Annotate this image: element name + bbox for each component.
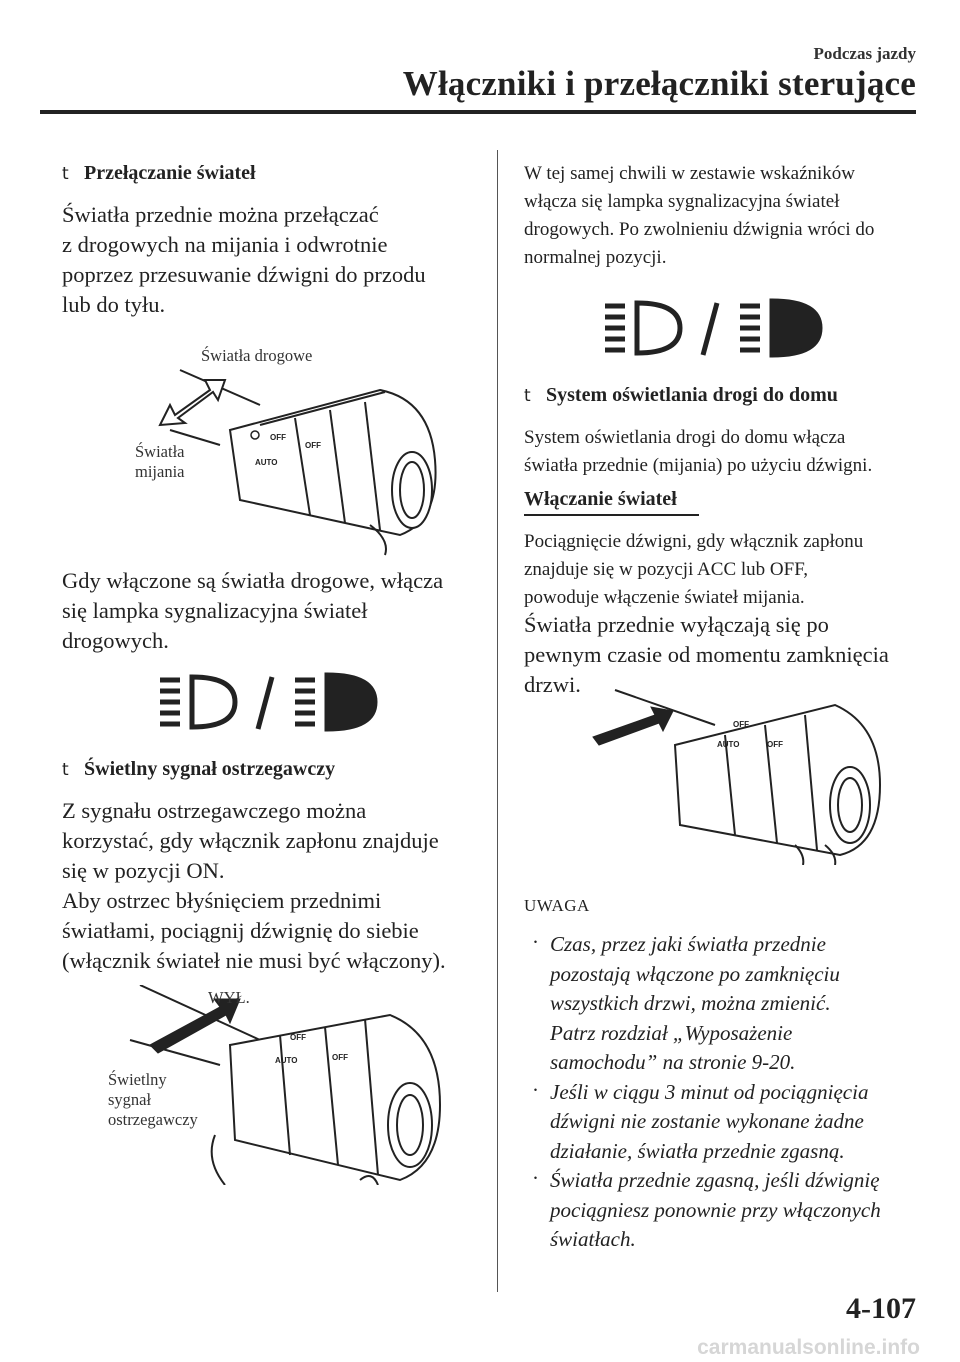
label-flash-to-pass: Świetlny sygnał ostrzegawczy (108, 1070, 198, 1129)
page-number: 4-107 (846, 1292, 916, 1325)
section-heading-text: System oświetlania drogi do domu (546, 384, 838, 406)
slash-icon (703, 303, 717, 355)
lever-switch-illustration (585, 685, 885, 865)
bullet: · (532, 930, 539, 954)
section-heading-text: Świetlny sygnał ostrzegawczy (84, 758, 336, 780)
section-label: Podczas jazdy (813, 44, 916, 63)
section-heading-flash (62, 758, 335, 781)
bullet: · (532, 1077, 539, 1102)
paragraph-turn-on: Pociągnięcie dźwigni, gdy włącznik zapłonu znajduje się w pozycji ACC lub OFF, powoduje włączenie świateł mijania. (524, 531, 864, 608)
high-beam-icons (160, 672, 390, 732)
section-marker: t (62, 164, 69, 184)
switch-label-off-2: OFF (305, 441, 321, 450)
paragraph-turn-off: Światła przednie wyłączają się po pewnym czasie od momentu zamknięcia drzwi. (524, 612, 889, 697)
switch-label-auto: AUTO (255, 458, 278, 467)
subheading-turn-on: Włączanie świateł (524, 488, 677, 510)
page-title: Włączniki i przełączniki sterujące (402, 64, 916, 103)
high-beam-outline-icon (605, 303, 680, 353)
paragraph-coming-home: System oświetlania drogi do domu włącza światła przednie (mijania) po użyciu dźwigni. (524, 427, 873, 476)
note-item (530, 1078, 930, 1167)
switch-label-auto: AUTO (275, 1056, 298, 1065)
switch-label-off-2: OFF (767, 740, 783, 749)
paragraph-switching: Światła przednie można przełączać z drogowych na mijania i odwrotnie poprzez przesuwanie dźwigni do przodu lub do tyłu. (62, 202, 426, 317)
note-item (530, 1166, 930, 1255)
figure-coming-home (585, 685, 885, 865)
label-high-beam: Światła drogowe (201, 346, 313, 365)
bullet: · (532, 1166, 539, 1190)
subheading-underline (524, 514, 699, 516)
note-title: UWAGA (524, 896, 590, 915)
note-list (530, 930, 930, 1255)
switch-label-off-1: OFF (290, 1033, 306, 1042)
note-item (530, 930, 930, 1078)
section-marker: t (524, 386, 531, 406)
note-text: Czas, przez jaki światła przednie pozostają włączone po zamknięciu wszystkich drzwi, można zmienić. Patrz rozdział „Wyposażenie samochodu” na stronie 9-20. (550, 932, 840, 1074)
switch-label-off-2: OFF (332, 1053, 348, 1062)
slash-icon (258, 677, 272, 729)
note-text: Jeśli w ciągu 3 minut od pociągnięcia dźwigni nie zostanie wykonane żadne działanie, światła przednie zgasną. (550, 1079, 869, 1163)
footer-watermark: carmanualsonline.info (697, 1336, 920, 1359)
header-rule (40, 110, 916, 114)
label-low-beam: Światła mijania (135, 442, 185, 481)
high-beam-filled-icon (740, 301, 820, 355)
label-off: WYŁ. (208, 988, 250, 1007)
column-divider (497, 150, 498, 1292)
arrow-icon (593, 707, 673, 745)
high-beam-outline-icon (160, 677, 235, 727)
paragraph-flash: Z sygnału ostrzegawczego można korzystać, gdy włącznik zapłonu znajduje się w pozycji ON. Aby ostrzec błyśnięciem przednimi światłami, pociągnij dźwignię do siebie (włącznik świateł nie musi być włączony). (62, 798, 446, 973)
paragraph-high-beam-indicator: Gdy włączone są światła drogowe, włącza się lampka sygnalizacyjna świateł drogowych. (62, 568, 444, 653)
high-beam-icons (605, 298, 835, 360)
paragraph-return: W tej samej chwili w zestawie wskaźników włącza się lampka sygnalizacyjna świateł drogowych. Po zwolnieniu dźwignia wróci do normalnej pozycji. (524, 163, 875, 268)
switch-label-off-1: OFF (270, 433, 286, 442)
note-text: Światła przednie zgasną, jeśli dźwignię pociągniesz ponownie przy włączonych światłach. (550, 1168, 881, 1251)
section-heading-coming-home (524, 384, 838, 407)
section-heading-text: Przełączanie świateł (84, 162, 256, 184)
section-heading-switching (62, 162, 256, 185)
section-marker: t (62, 760, 69, 780)
double-arrow-icon (160, 380, 225, 425)
switch-label-auto: AUTO (717, 740, 740, 749)
high-beam-filled-icon (295, 675, 375, 729)
switch-label-off-1: OFF (733, 720, 749, 729)
